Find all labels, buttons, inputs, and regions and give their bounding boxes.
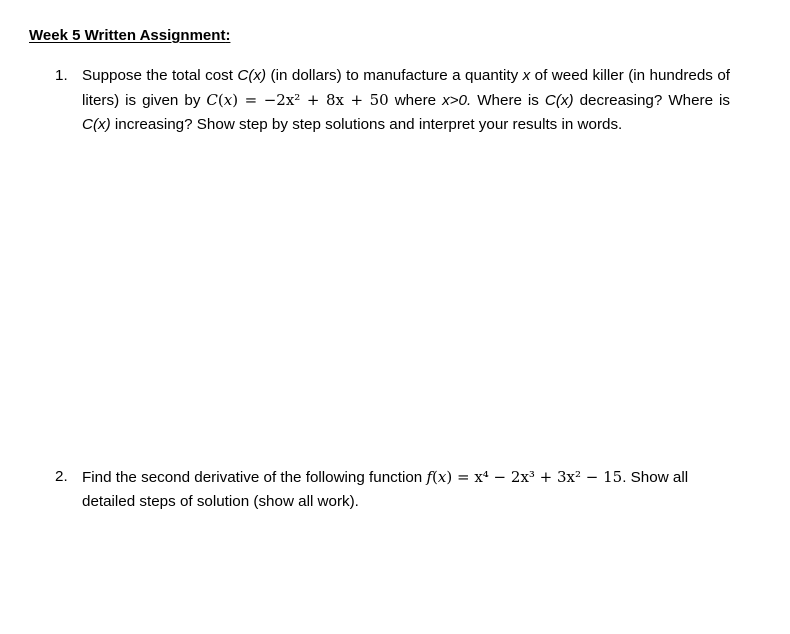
- q2-text-2: . Show all detailed steps of solution (show all work).: [82, 469, 689, 510]
- q1-text-7: increasing? Show step by step solutions and interpret your results in words.: [110, 116, 623, 133]
- q1-eq-C: C: [206, 91, 218, 109]
- q1-text-2: (in dollars) to manufacture a quantity: [266, 67, 523, 84]
- q2-eq-f: f: [426, 468, 433, 486]
- q1-text-3: of weed killer (in hundreds of liters) is given by: [82, 67, 730, 109]
- q1-condition: x>0.: [442, 92, 472, 109]
- q1-text-1: Suppose the total cost: [82, 67, 238, 84]
- q1-eq-rhs: = −2x² + 8x + 50: [244, 91, 389, 109]
- assignment-title: [29, 27, 230, 44]
- q1-eq-x: x: [223, 91, 233, 109]
- q2-text-1: Find the second derivative of the following function: [82, 469, 427, 486]
- question-1: [55, 64, 731, 137]
- q2-eq-x: x: [437, 468, 447, 486]
- q1-cost-equation: C(x) = −2x² + 8x + 50: [206, 91, 389, 109]
- q1-text-4: where: [388, 92, 443, 109]
- q1-text-6: decreasing? Where is: [573, 92, 731, 109]
- q1-variable-x: x: [522, 67, 531, 84]
- assignment-title-text: Week 5 Written Assignment: [29, 27, 226, 44]
- question-2-number: 2.: [55, 468, 68, 485]
- q1-cost-fn-2: C(x): [544, 92, 574, 109]
- q1-text-5: Where is: [471, 92, 545, 109]
- question-2: [55, 465, 730, 514]
- q1-cost-fn-1: C(x): [237, 67, 267, 84]
- q2-function-equation: f(x) = x⁴ − 2x³ + 3x² − 15: [426, 468, 623, 486]
- assignment-title-colon: :: [225, 27, 231, 44]
- q1-cost-fn-3: C(x): [82, 116, 111, 133]
- question-1-number: 1.: [55, 67, 68, 84]
- q2-eq-rhs: = x⁴ − 2x³ + 3x² − 15: [456, 468, 623, 486]
